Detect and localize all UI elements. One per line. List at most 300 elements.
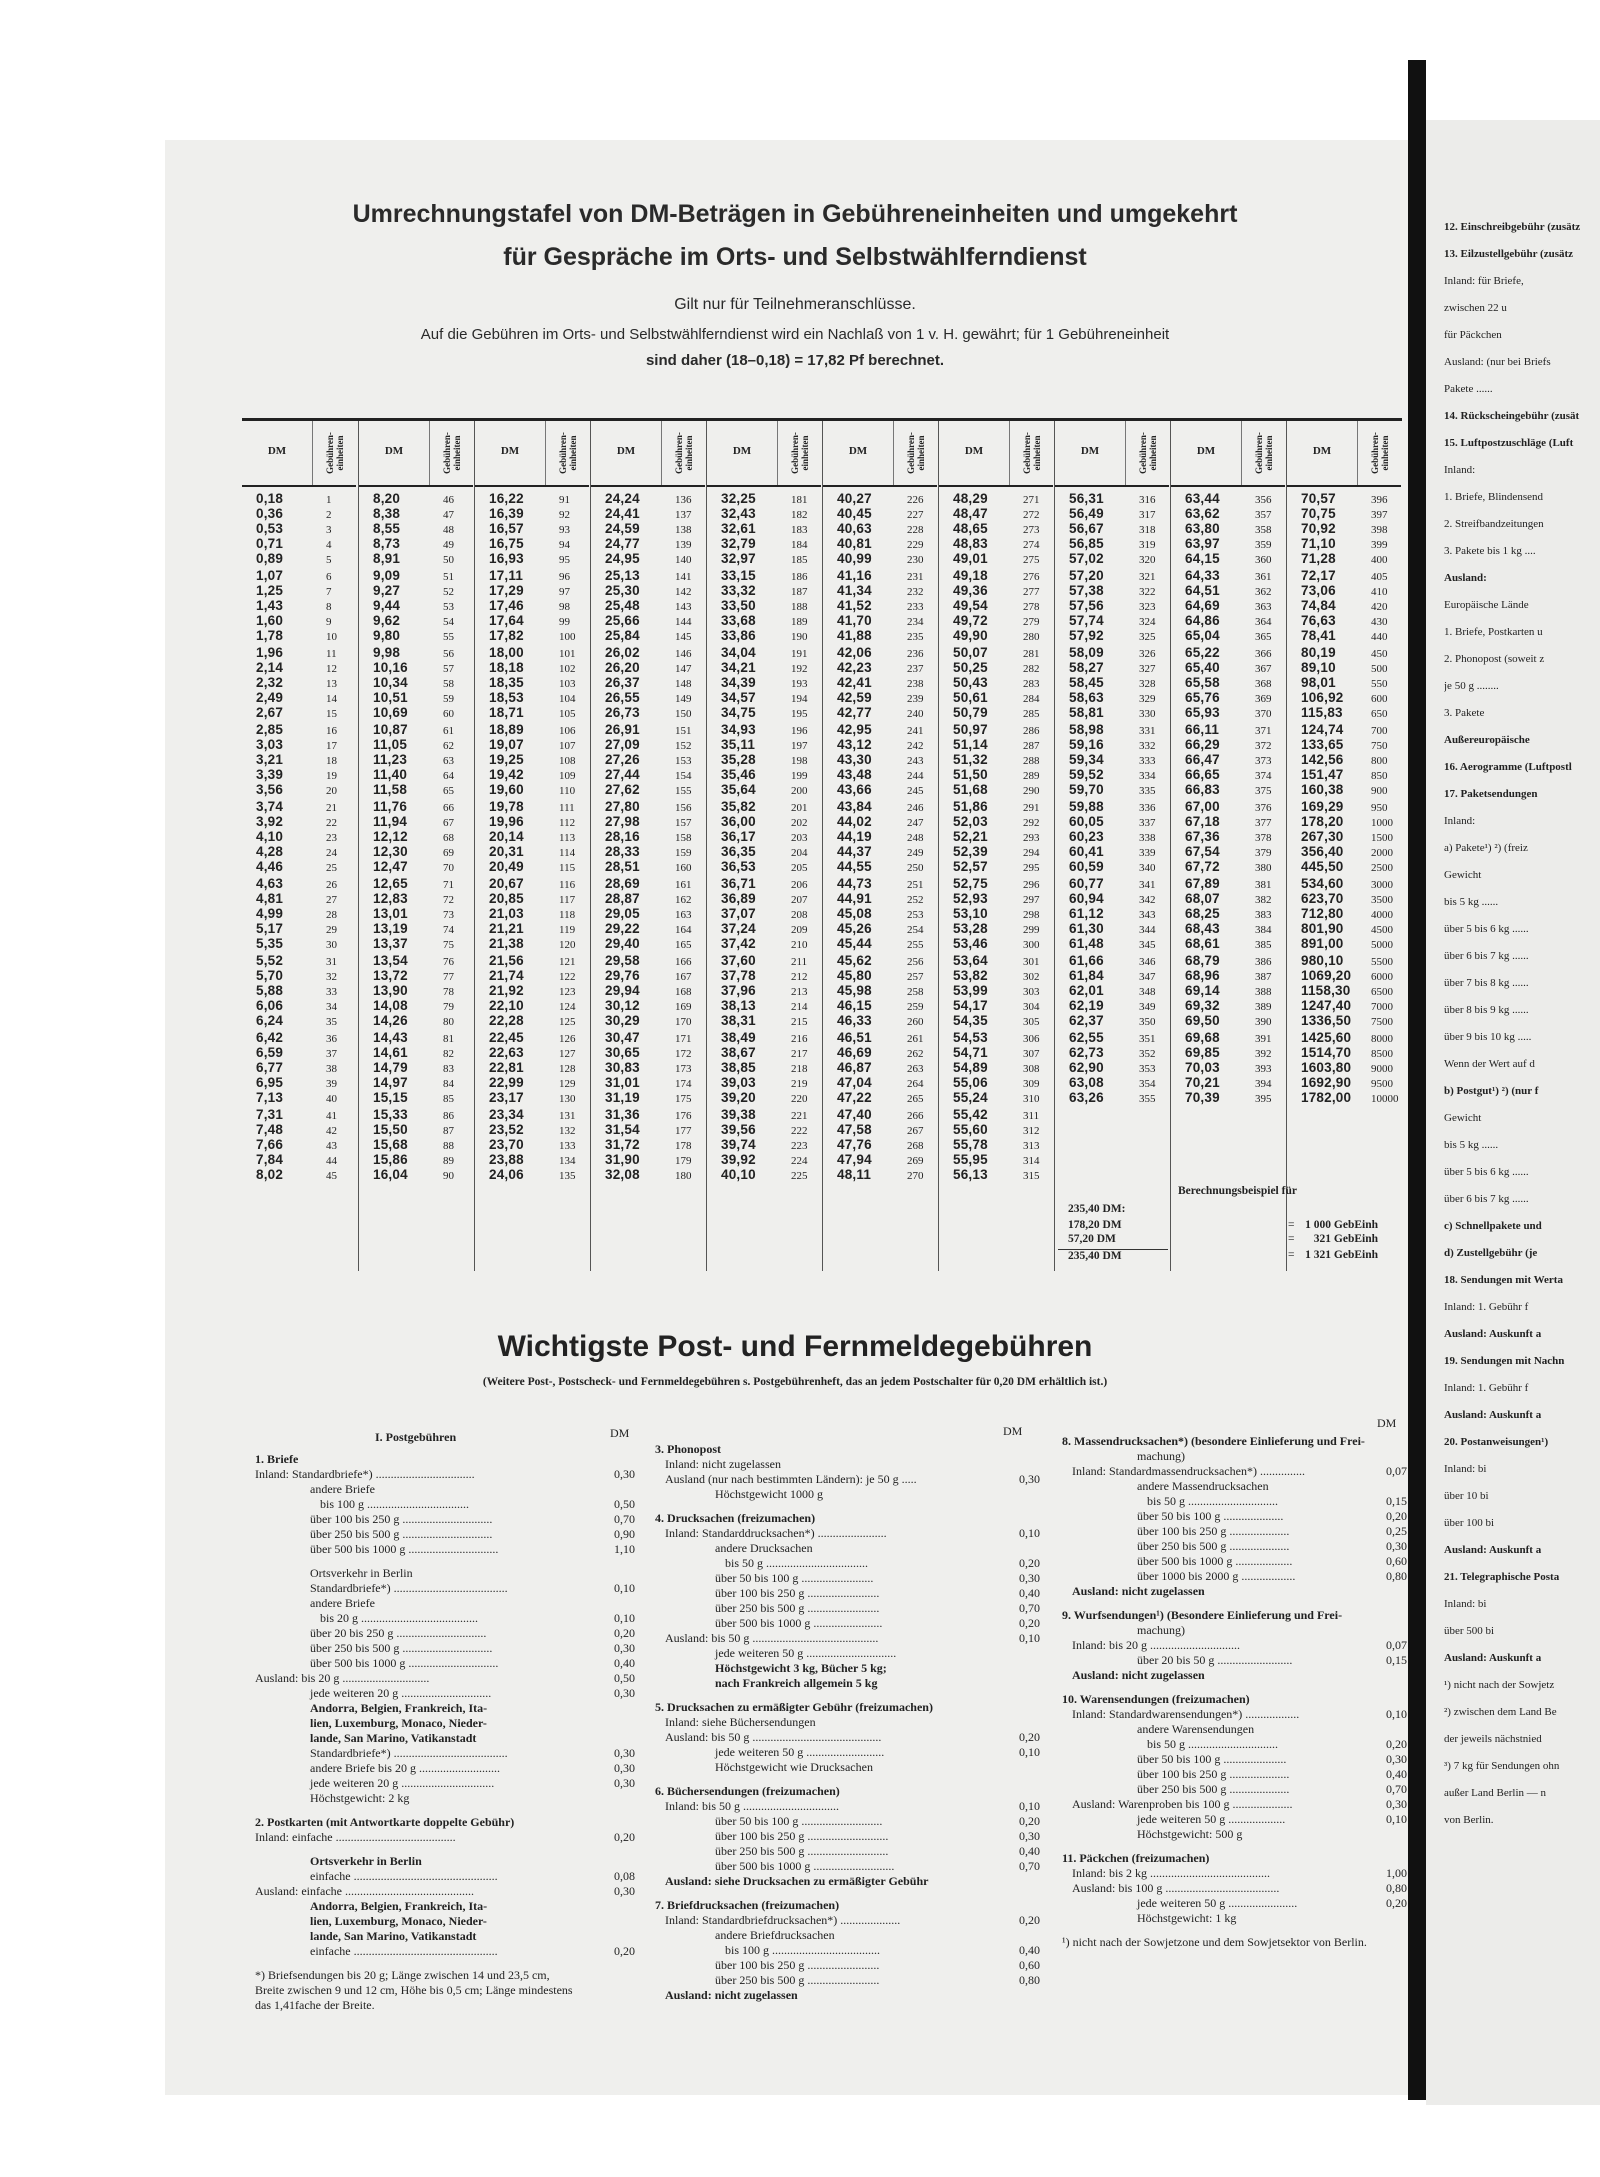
conversion-row (939, 1152, 1053, 1167)
conversion-row (242, 613, 356, 628)
dm-value: 61,66 (1069, 953, 1104, 968)
conversion-row (359, 568, 473, 583)
unit-count: 129 (559, 1078, 576, 1090)
dm-value: 42,06 (837, 645, 872, 660)
dm-value: 8,20 (373, 491, 401, 506)
dm-value: 34,75 (721, 705, 756, 720)
conversion-row (475, 722, 589, 737)
row-block (939, 953, 1053, 1030)
dm-value: 30,29 (605, 1013, 640, 1028)
row-block (1171, 953, 1285, 1030)
conversion-row (591, 968, 705, 983)
unit-count: 110 (559, 785, 576, 797)
dm-value: 31,19 (605, 1090, 640, 1105)
unit-count: 248 (907, 832, 924, 844)
conversion-row (1287, 782, 1401, 797)
conversion-row (823, 613, 937, 628)
fee-line: 10. Warensendungen (freizumachen) (1062, 1692, 1250, 1706)
conversion-row (591, 921, 705, 936)
dm-value: 55,24 (953, 1090, 988, 1105)
example-amount: 57,20 DM (1068, 1233, 1116, 1245)
unit-count: 218 (791, 1063, 808, 1075)
dm-value: 60,59 (1069, 859, 1104, 874)
dm-value: 58,98 (1069, 722, 1104, 737)
unit-count: 37 (326, 1048, 337, 1060)
dm-value: 106,92 (1301, 690, 1344, 705)
unit-count: 160 (675, 862, 692, 874)
conversion-row (707, 675, 821, 690)
dm-value: 36,89 (721, 891, 756, 906)
dm-value: 58,09 (1069, 645, 1104, 660)
dm-value: 62,37 (1069, 1013, 1104, 1028)
row-block (359, 568, 473, 645)
fee-value: 0,20 (1019, 1616, 1040, 1630)
dm-value: 15,50 (373, 1122, 408, 1137)
fee-line: lande, San Marino, Vatikanstadt (310, 1731, 477, 1745)
unit-count: 159 (675, 847, 692, 859)
conversion-row (1055, 968, 1169, 983)
unit-count: 357 (1255, 509, 1272, 521)
conversion-row (242, 968, 356, 983)
conversion-row (707, 521, 821, 536)
dm-value: 32,61 (721, 521, 756, 536)
row-block (1055, 799, 1169, 876)
unit-count: 222 (791, 1125, 808, 1137)
unit-count: 388 (1255, 986, 1272, 998)
unit-count: 158 (675, 832, 692, 844)
conversion-row (359, 506, 473, 521)
conversion-row (939, 737, 1053, 752)
conversion-row (591, 705, 705, 720)
conversion-row (1171, 752, 1285, 767)
dm-value: 56,31 (1069, 491, 1104, 506)
unit-count: 7000 (1371, 1001, 1393, 1013)
fee-line: über 20 bis 50 g ......................... (1137, 1653, 1293, 1667)
dm-value: 58,81 (1069, 705, 1104, 720)
unit-count: 298 (1023, 909, 1040, 921)
conversion-row (1055, 705, 1169, 720)
row-block (475, 1107, 589, 1184)
unit-count: 265 (907, 1093, 924, 1105)
unit-count: 171 (675, 1033, 692, 1045)
conversion-row (1171, 782, 1285, 797)
conversion-row (1287, 799, 1401, 814)
conversion-row (359, 767, 473, 782)
fee-value: 0,70 (1019, 1859, 1040, 1873)
dm-value: 63,97 (1185, 536, 1220, 551)
unit-count: 293 (1023, 832, 1040, 844)
conversion-row (1287, 521, 1401, 536)
example-units-sum: 1 321 GebEinh (1305, 1249, 1378, 1261)
fee-line: über 500 bis 1000 g ................... (1137, 1554, 1293, 1568)
dm-value: 66,11 (1185, 722, 1220, 737)
unit-count: 147 (675, 663, 692, 675)
conversion-row (1287, 953, 1401, 968)
dm-value: 267,30 (1301, 829, 1344, 844)
unit-count: 380 (1255, 862, 1272, 874)
dm-value: 66,65 (1185, 767, 1220, 782)
dm-value: 56,85 (1069, 536, 1104, 551)
dm-value: 10,16 (373, 660, 408, 675)
conversion-row (591, 829, 705, 844)
conversion-row (242, 737, 356, 752)
row-block (591, 799, 705, 876)
unit-count: 82 (443, 1048, 454, 1060)
dm-value: 20,67 (489, 876, 524, 891)
dm-value: 35,82 (721, 799, 756, 814)
fee-value: 0,08 (614, 1869, 635, 1883)
row-block (939, 1030, 1053, 1107)
unit-count: 750 (1371, 740, 1388, 752)
row-block (242, 491, 356, 568)
unit-count: 250 (907, 862, 924, 874)
fee-value: 0,07 (1386, 1638, 1407, 1652)
conversion-row (823, 1030, 937, 1045)
dm-value: 44,91 (837, 891, 872, 906)
fee-line: über 100 bis 250 g .............................. (310, 1512, 493, 1526)
column-header (359, 421, 473, 487)
unit-count: 23 (326, 832, 337, 844)
fee-line: Inland: Standardbriefdrucksachen*) .................... (665, 1913, 901, 1927)
unit-count: 257 (907, 971, 924, 983)
conversion-row (242, 722, 356, 737)
conversion-row (591, 953, 705, 968)
fee-line: bis 20 g ....................................... (320, 1611, 479, 1625)
conversion-row (939, 1060, 1053, 1075)
row-block (1171, 722, 1285, 799)
conversion-row (1055, 521, 1169, 536)
conversion-row (591, 737, 705, 752)
fee-value: 0,30 (1386, 1797, 1407, 1811)
dm-value: 35,46 (721, 767, 756, 782)
fee-line: über 50 bis 100 g ........................ (715, 1571, 874, 1585)
dm-value: 13,37 (373, 936, 408, 951)
unit-count: 71 (443, 879, 454, 891)
fee-value: 0,80 (1019, 1973, 1040, 1987)
unit-count: 118 (559, 909, 576, 921)
unit-count: 273 (1023, 524, 1040, 536)
dm-value: 64,33 (1185, 568, 1220, 583)
fee-value: 0,40 (1019, 1844, 1040, 1858)
unit-count: 398 (1371, 524, 1388, 536)
dm-value: 1,25 (256, 583, 284, 598)
unit-count: 254 (907, 924, 924, 936)
dm-value: 33,15 (721, 568, 756, 583)
dm-value: 42,95 (837, 722, 872, 737)
unit-count: 11 (326, 648, 337, 660)
fee-line: Ausland: bis 50 g ........................................... (665, 1730, 882, 1744)
unit-count: 191 (791, 648, 808, 660)
conversion-row (359, 660, 473, 675)
row-block (823, 568, 937, 645)
unit-count: 103 (559, 678, 576, 690)
dm-header: DM (1196, 445, 1216, 457)
conversion-row (475, 983, 589, 998)
unit-count: 219 (791, 1078, 808, 1090)
conversion-row (823, 814, 937, 829)
conversion-row (591, 983, 705, 998)
unit-count: 162 (675, 894, 692, 906)
fee-line: *) Briefsendungen bis 20 g; Länge zwischen 14 und 23,5 cm, (255, 1968, 550, 1982)
dm-value: 26,55 (605, 690, 640, 705)
units-header: Gebühren- einheiten (1125, 421, 1170, 485)
conversion-row (1171, 690, 1285, 705)
dm-value: 27,26 (605, 752, 640, 767)
conversion-row (1287, 705, 1401, 720)
conversion-row (1171, 1090, 1285, 1105)
fee-value: 0,30 (1019, 1472, 1040, 1486)
conversion-row (591, 690, 705, 705)
dm-value: 34,21 (721, 660, 756, 675)
fee-value: 0,30 (614, 1746, 635, 1760)
units-header: Gebühren- einheiten (545, 421, 590, 485)
adjacent-page-line: über 5 bis 6 kg ...... (1444, 923, 1529, 935)
unit-count: 134 (559, 1155, 576, 1167)
conversion-row (939, 1030, 1053, 1045)
conversion-row (1171, 844, 1285, 859)
dm-value: 22,28 (489, 1013, 524, 1028)
fee-value: 0,50 (614, 1671, 635, 1685)
unit-count: 95 (559, 554, 570, 566)
conversion-row (242, 1122, 356, 1137)
dm-value: 5,88 (256, 983, 284, 998)
dm-value: 15,33 (373, 1107, 408, 1122)
unit-count: 384 (1255, 924, 1272, 936)
row-block (1171, 491, 1285, 568)
conversion-row (1287, 613, 1401, 628)
unit-count: 196 (791, 725, 808, 737)
unit-count: 97 (559, 586, 570, 598)
dm-value: 3,74 (256, 799, 284, 814)
unit-count: 28 (326, 909, 337, 921)
fee-line: 6. Büchersendungen (freizumachen) (655, 1784, 840, 1798)
fee-value: 0,20 (1019, 1556, 1040, 1570)
conversion-row (359, 1045, 473, 1060)
row-block (1171, 1030, 1285, 1107)
conversion-row (242, 675, 356, 690)
dm-value: 38,49 (721, 1030, 756, 1045)
conversion-row (591, 1167, 705, 1182)
unit-count: 21 (326, 802, 337, 814)
unit-count: 369 (1255, 693, 1272, 705)
dm-value: 41,34 (837, 583, 872, 598)
unit-count: 111 (559, 802, 575, 814)
conversion-row (591, 722, 705, 737)
conversion-row (242, 936, 356, 951)
fee-value: 0,20 (1019, 1814, 1040, 1828)
conversion-row (707, 660, 821, 675)
unit-count: 89 (443, 1155, 454, 1167)
conversion-row (939, 536, 1053, 551)
conversion-row (823, 722, 937, 737)
dm-value: 69,14 (1185, 983, 1220, 998)
unit-count: 19 (326, 770, 337, 782)
dm-value: 65,22 (1185, 645, 1220, 660)
fee-value: 0,30 (614, 1467, 635, 1481)
unit-count: 313 (1023, 1140, 1040, 1152)
fee-line: über 50 bis 100 g .................... (1137, 1509, 1284, 1523)
row-block (359, 953, 473, 1030)
dm-value: 14,61 (373, 1045, 408, 1060)
row-block (707, 722, 821, 799)
fee-line: Inland: bis 20 g .............................. (1072, 1638, 1240, 1652)
fee-line: Ausland: nicht zugelassen (665, 1988, 798, 2002)
dm-value: 25,30 (605, 583, 640, 598)
conversion-row (359, 551, 473, 566)
unit-count: 52 (443, 586, 454, 598)
unit-count: 259 (907, 1001, 924, 1013)
dm-value: 25,66 (605, 613, 640, 628)
unit-count: 394 (1255, 1078, 1272, 1090)
dm-value: 57,74 (1069, 613, 1104, 628)
row-block (591, 876, 705, 953)
unit-count: 304 (1023, 1001, 1040, 1013)
unit-count: 279 (1023, 616, 1040, 628)
unit-count: 87 (443, 1125, 454, 1137)
conversion-row (1171, 568, 1285, 583)
conversion-row (939, 551, 1053, 566)
unit-count: 278 (1023, 601, 1040, 613)
conversion-row (939, 628, 1053, 643)
unit-count: 190 (791, 631, 808, 643)
fee-value: 1,10 (614, 1542, 635, 1556)
unit-count: 123 (559, 986, 576, 998)
dm-value: 13,01 (373, 906, 408, 921)
conversion-row (823, 1075, 937, 1090)
unit-count: 66 (443, 802, 454, 814)
conversion-row (475, 767, 589, 782)
unit-count: 54 (443, 616, 454, 628)
fee-line: Inland: bis 50 g ................................ (665, 1799, 839, 1813)
dm-value: 60,23 (1069, 829, 1104, 844)
conversion-row (707, 1152, 821, 1167)
fee-line: andere Massendrucksachen (1137, 1479, 1269, 1493)
unit-count: 125 (559, 1016, 576, 1028)
unit-count: 214 (791, 1001, 808, 1013)
row-block (242, 799, 356, 876)
row-block (823, 722, 937, 799)
unit-count: 121 (559, 956, 576, 968)
fee-line: Inland: Standarddrucksachen*) ....................... (665, 1526, 887, 1540)
dm-value: 52,21 (953, 829, 988, 844)
conversion-row (1055, 782, 1169, 797)
conversion-row (242, 1045, 356, 1060)
dm-value: 70,75 (1301, 506, 1336, 521)
dm-value: 16,04 (373, 1167, 408, 1182)
dm-value: 4,28 (256, 844, 284, 859)
dm-value: 33,68 (721, 613, 756, 628)
conversion-row (359, 782, 473, 797)
unit-count: 138 (675, 524, 692, 536)
fee-value: 0,07 (1386, 1464, 1407, 1478)
unit-count: 245 (907, 785, 924, 797)
conversion-row (939, 568, 1053, 583)
units-header: Gebühren- einheiten (312, 421, 357, 485)
unit-count: 234 (907, 616, 924, 628)
conversion-row (475, 782, 589, 797)
unit-count: 106 (559, 725, 576, 737)
dm-value: 1425,60 (1301, 1030, 1352, 1045)
unit-count: 122 (559, 971, 576, 983)
unit-count: 2000 (1371, 847, 1393, 859)
unit-count: 344 (1139, 924, 1156, 936)
conversion-row (1171, 936, 1285, 951)
unit-count: 213 (791, 986, 808, 998)
conversion-row (591, 998, 705, 1013)
row-block (475, 722, 589, 799)
unit-count: 185 (791, 554, 808, 566)
row-block (475, 568, 589, 645)
units-header: Gebühren- einheiten (1357, 421, 1402, 485)
conversion-row (707, 628, 821, 643)
unit-count: 175 (675, 1093, 692, 1105)
fee-line: Andorra, Belgien, Frankreich, Ita- (310, 1899, 488, 1913)
conversion-row (1171, 1045, 1285, 1060)
dm-value: 133,65 (1301, 737, 1344, 752)
fee-line: machung) (1137, 1623, 1185, 1637)
dm-value: 60,05 (1069, 814, 1104, 829)
dm-value: 73,06 (1301, 583, 1336, 598)
unit-count: 142 (675, 586, 692, 598)
unit-count: 352 (1139, 1048, 1156, 1060)
dm-value: 0,36 (256, 506, 284, 521)
unit-count: 349 (1139, 1001, 1156, 1013)
conversion-row (939, 491, 1053, 506)
unit-count: 10 (326, 631, 337, 643)
unit-count: 5500 (1371, 956, 1393, 968)
unit-count: 43 (326, 1140, 337, 1152)
row-block (939, 568, 1053, 645)
conversion-row (939, 876, 1053, 891)
dm-value: 19,60 (489, 782, 524, 797)
conversion-row (823, 968, 937, 983)
adjacent-page-line: bis 5 kg ...... (1444, 896, 1499, 908)
conversion-row (939, 799, 1053, 814)
conversion-row (1171, 521, 1285, 536)
dm-value: 24,06 (489, 1167, 524, 1182)
conversion-row (242, 645, 356, 660)
unit-count: 355 (1139, 1093, 1156, 1105)
unit-count: 128 (559, 1063, 576, 1075)
row-block (1055, 722, 1169, 799)
row-block (939, 876, 1053, 953)
conversion-row (475, 829, 589, 844)
unit-count: 312 (1023, 1125, 1040, 1137)
conversion-row (1171, 583, 1285, 598)
conversion-row (939, 921, 1053, 936)
unit-count: 1000 (1371, 817, 1393, 829)
fee-value: 0,50 (614, 1497, 635, 1511)
fee-line: über 100 bis 250 g ........................ (715, 1586, 880, 1600)
row-block (1287, 876, 1401, 953)
fee-line: über 250 bis 500 g ........................ (715, 1601, 880, 1615)
conversion-row (823, 1137, 937, 1152)
dm-value: 66,83 (1185, 782, 1220, 797)
dm-value: 45,98 (837, 983, 872, 998)
unit-count: 286 (1023, 725, 1040, 737)
conversion-row (707, 906, 821, 921)
dm-value: 9,98 (373, 645, 401, 660)
conversion-row (1055, 536, 1169, 551)
conversion-row (1055, 876, 1169, 891)
dm-value: 24,77 (605, 536, 640, 551)
conversion-row (359, 752, 473, 767)
unit-count: 370 (1255, 708, 1272, 720)
conversion-row (1287, 814, 1401, 829)
unit-count: 46 (443, 494, 454, 506)
row-block (823, 1107, 937, 1184)
unit-count: 48 (443, 524, 454, 536)
